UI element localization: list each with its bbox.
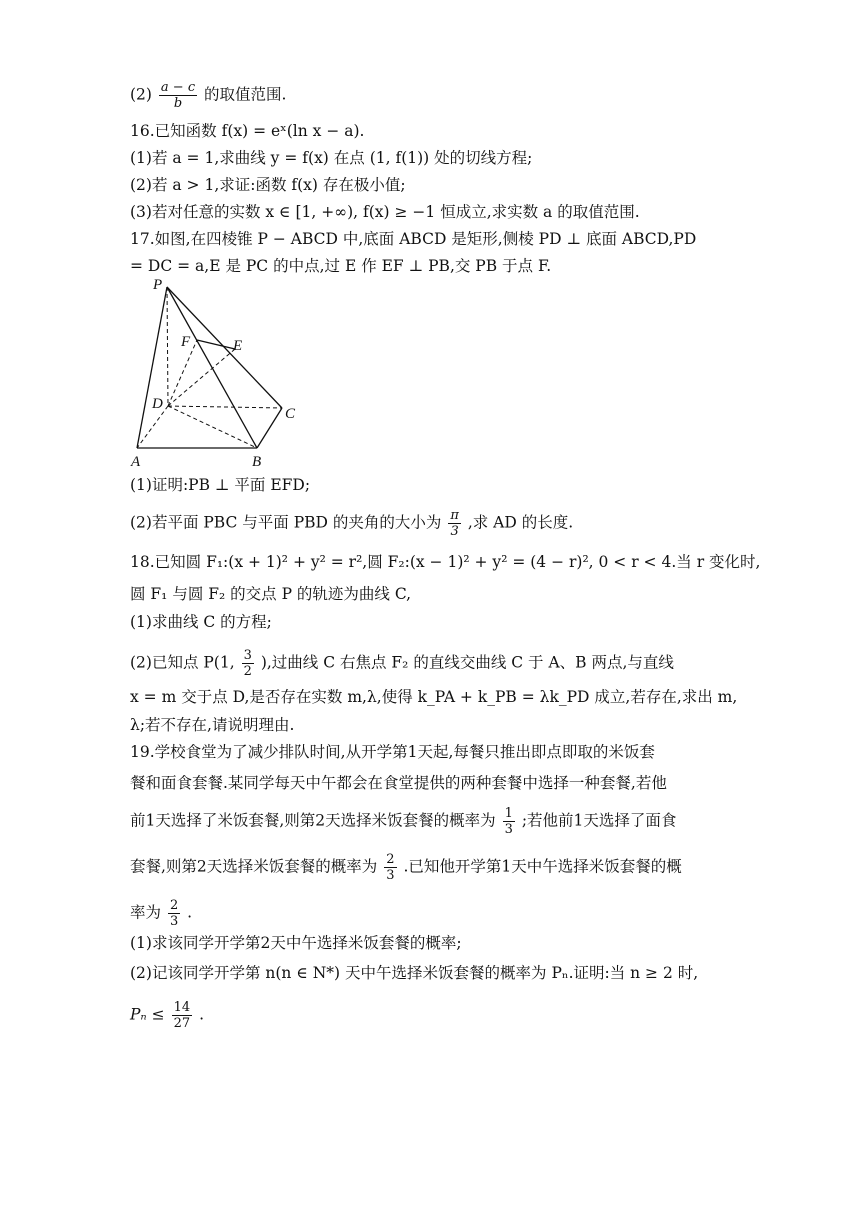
q17-stem-line1: 17.如图,在四棱锥 P − ABCD 中,底面 ABCD 是矩形,侧棱 PD ⊥ 底面 ABCD,PD <box>130 230 697 248</box>
vertex-label-B: B <box>252 454 262 470</box>
q19-line4: 套餐,则第2天选择米饭套餐的概率为 $\frac{2}{3}$ .已知他开学第1天中午选择米饭套餐的概 <box>130 852 682 883</box>
fraction: $\frac{3}{2}$ <box>243 648 252 679</box>
q18-part2: (2)已知点 P(1, $\frac{3}{2}$ ),过曲线 C 右焦点 F₂ 的直线交曲线 C 于 A、B 两点,与直线 <box>130 648 674 679</box>
vertex-label-C: C <box>285 406 296 422</box>
q17-part2: (2)若平面 PBC 与平面 PBD 的夹角的大小为 $\frac{\pi}{3}$ ,求 AD 的长度. <box>130 508 574 539</box>
q19-line2: 餐和面食套餐.某同学每天中午都会在食堂提供的两种套餐中选择一种套餐,若他 <box>130 774 667 792</box>
fraction: $\frac{\pi}{3}$ <box>450 508 459 539</box>
vertex-label-D: D <box>152 396 163 412</box>
vertex-label-A: A <box>131 454 141 470</box>
fraction: $\frac{2}{3}$ <box>386 852 395 883</box>
q19-line1: 19.学校食堂为了减少排队时间,从开学第1天起,每餐只推出即点即取的米饭套 <box>130 743 655 761</box>
q17-part1: (1)证明:PB ⊥ 平面 EFD; <box>130 476 311 494</box>
q16-part1: (1)若 a = 1,求曲线 y = f(x) 在点 (1, f(1)) 处的切线方程; <box>130 149 533 167</box>
q18-part1: (1)求曲线 C 的方程; <box>130 613 272 631</box>
q18-part2-line3: λ;若不存在,请说明理由. <box>130 716 295 734</box>
q19-part2-line2: Pₙ ≤ $\frac{14}{27}$ . <box>130 1000 204 1031</box>
q16-stem: 16.已知函数 f(x) = eˣ(ln x − a). <box>130 122 365 140</box>
q18-stem-line2: 圆 F₁ 与圆 F₂ 的交点 P 的轨迹为曲线 C, <box>130 585 412 603</box>
q15-part2: (2) $\frac{a - c}{b}$ 的取值范围. <box>130 80 287 111</box>
q16-part3: (3)若对任意的实数 x ∈ [1, +∞), f(x) ≥ −1 恒成立,求实数 a 的取值范围. <box>130 203 640 221</box>
vertex-label-E: E <box>233 338 243 354</box>
q19-part2: (2)记该同学开学第 n(n ∈ N*) 天中午选择米饭套餐的概率为 Pₙ.证明:当 n ≥ 2 时, <box>130 964 699 982</box>
fraction: $\frac{a - c}{b}$ <box>160 80 196 111</box>
pyramid-figure <box>125 278 310 473</box>
vertex-label-F: F <box>181 334 191 350</box>
q16-part2: (2)若 a > 1,求证:函数 f(x) 存在极小值; <box>130 176 406 194</box>
q18-stem-line1: 18.已知圆 F₁:(x + 1)² + y² = r²,圆 F₂:(x − 1)² + y² = (4 − r)², 0 < r < 4.当 r 变化时, <box>130 553 761 571</box>
q19-part1: (1)求该同学开学第2天中午选择米饭套餐的概率; <box>130 934 462 952</box>
q19-line3: 前1天选择了米饭套餐,则第2天选择米饭套餐的概率为 $\frac{1}{3}$ ;若他前1天选择了面食 <box>130 806 677 837</box>
q17-stem-line2: = DC = a,E 是 PC 的中点,过 E 作 EF ⊥ PB,交 PB 于点 F. <box>130 257 552 275</box>
fraction: $\frac{14}{27}$ <box>173 1000 191 1031</box>
vertex-label-P: P <box>153 278 163 293</box>
fraction: $\frac{2}{3}$ <box>169 898 179 929</box>
q18-part2-line2: x = m 交于点 D,是否存在实数 m,λ,使得 k_PA + k_PB = λk_PD 成立,若存在,求出 m, <box>130 688 738 706</box>
q19-line5: 率为 $\frac{2}{3}$ . <box>130 898 193 929</box>
fraction: $\frac{1}{3}$ <box>504 806 513 837</box>
